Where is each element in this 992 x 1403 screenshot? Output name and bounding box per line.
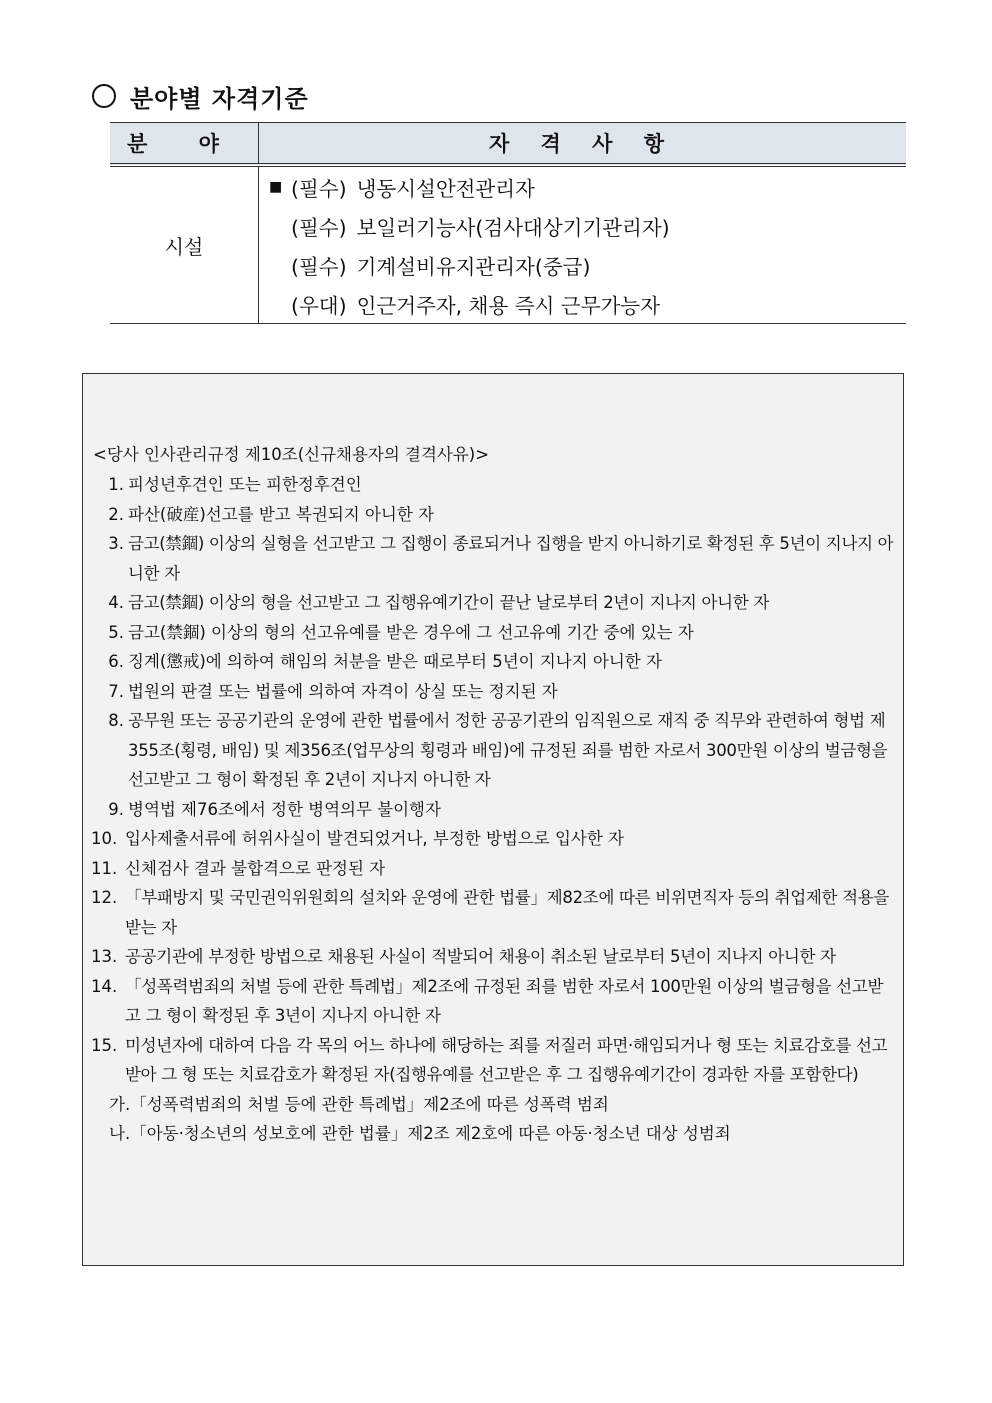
requirement-text: 냉동시설안전관리자 [356, 176, 535, 201]
sub-list-item: 나.「아동·청소년의 성보호에 관한 법률」제2조 제2호에 따른 아동·청소년 대상 성범죄 [109, 1124, 731, 1143]
list-item: 8. 공무원 또는 공공기관의 운영에 관한 법률에서 정한 공공기관의 임직원으로 재직 중 직무와 관련하여 형법 제355조(횡령, 배임) 및 제356조(업무상의 횡령과 배임)에 규정된 죄를 범한 자로서 300만원 이상의 벌금형을 선고받고 그 형이 확정된 후 2년이 지나지 아니한 자 [108, 711, 888, 789]
table-header-row [110, 123, 906, 166]
requirements-cell [259, 165, 907, 324]
requirement-item [269, 206, 906, 245]
list-item: 6. 징계(懲戒)에 의하여 해임의 처분을 받은 때로부터 5년이 지나지 아니한 자 [108, 652, 662, 671]
rules-title: <당사 인사관리규정 제10조(신규채용자의 결격사유)> [93, 445, 490, 464]
circle-bullet-icon [92, 84, 116, 108]
list-item: 13. 공공기관에 부정한 방법으로 채용된 사실이 적발되어 채용이 취소된 날로부터 5년이 지나지 아니한 자 [91, 947, 836, 966]
requirement-item [269, 245, 906, 284]
list-item: 15. 미성년자에 대하여 다음 각 목의 어느 하나에 해당하는 죄를 저질러 파면·해임되거나 형 또는 치료감호를 선고받아 그 형 또는 치료감호가 확정된 자(집행유예를 선고받은 후 그 집행유예기간이 경과한 자를 포함한다) [91, 1035, 888, 1084]
list-item: 7. 법원의 판결 또는 법률에 의하여 자격이 상실 또는 정지된 자 [108, 681, 558, 701]
header-requirements: 자 격 사 항 [259, 123, 907, 166]
list-item: 3. 금고(禁錮) 이상의 실형을 선고받고 그 집행이 종료되거나 집행을 받지 아니하기로 확정된 후 5년이 지나지 아니한 자 [108, 534, 894, 583]
list-item: 10. 입사제출서류에 허위사실이 발견되었거나, 부정한 방법으로 입사한 자 [91, 829, 624, 848]
list-item: 12. 「부패방지 및 국민권익위원회의 설치와 운영에 관한 법률」제82조에 따른 비위면직자 등의 취업제한 적용을 받는 자 [91, 888, 890, 937]
requirement-text: 기계설비유지관리자(중급) [356, 254, 591, 279]
requirement-text: 보일러기능사(검사대상기기관리자) [356, 215, 670, 240]
requirement-tag: (필수) [291, 176, 347, 201]
list-item: 11. 신체검사 결과 불합격으로 판정된 자 [91, 858, 386, 878]
field-cell: 시설 [110, 165, 259, 324]
list-item: 2. 파산(破産)선고를 받고 복권되지 아니한 자 [108, 504, 434, 524]
requirement-text: 인근거주자, 채용 즉시 근무가능자 [356, 293, 660, 318]
requirement-tag: (필수) [291, 215, 347, 240]
square-bullet-icon: ■ [269, 178, 283, 195]
requirement-item [269, 167, 906, 206]
list-item: 1. 피성년후견인 또는 피한정후견인 [108, 475, 362, 494]
section-heading [92, 78, 309, 114]
sub-list-item: 가.「성폭력범죄의 처벌 등에 관한 특례법」제2조에 따른 성폭력 범죄 [109, 1094, 609, 1114]
disqualification-box [82, 373, 904, 1266]
requirement-tag: (필수) [291, 254, 347, 279]
rules-list [91, 470, 897, 1149]
table-row [110, 165, 906, 324]
list-item: 9. 병역법 제76조에서 정한 병역의무 불이행자 [108, 799, 441, 819]
requirement-tag: (우대) [291, 293, 347, 318]
list-item: 14. 「성폭력범죄의 처벌 등에 관한 특례법」제2조에 규정된 죄를 범한 자로서 100만원 이상의 벌금형을 선고받고 그 형이 확정된 후 3년이 지나지 아니한 자 [91, 976, 884, 1025]
list-item: 5. 금고(禁錮) 이상의 형의 선고유예를 받은 경우에 그 선고유예 기간 중에 있는 자 [108, 622, 694, 642]
qualification-table [110, 122, 906, 324]
requirement-item [269, 284, 906, 323]
list-item: 4. 금고(禁錮) 이상의 형을 선고받고 그 집행유예기간이 끝난 날로부터 2년이 지나지 아니한 자 [108, 593, 769, 612]
section-title: 분야별 자격기준 [130, 84, 309, 113]
header-field: 분 야 [110, 123, 259, 166]
